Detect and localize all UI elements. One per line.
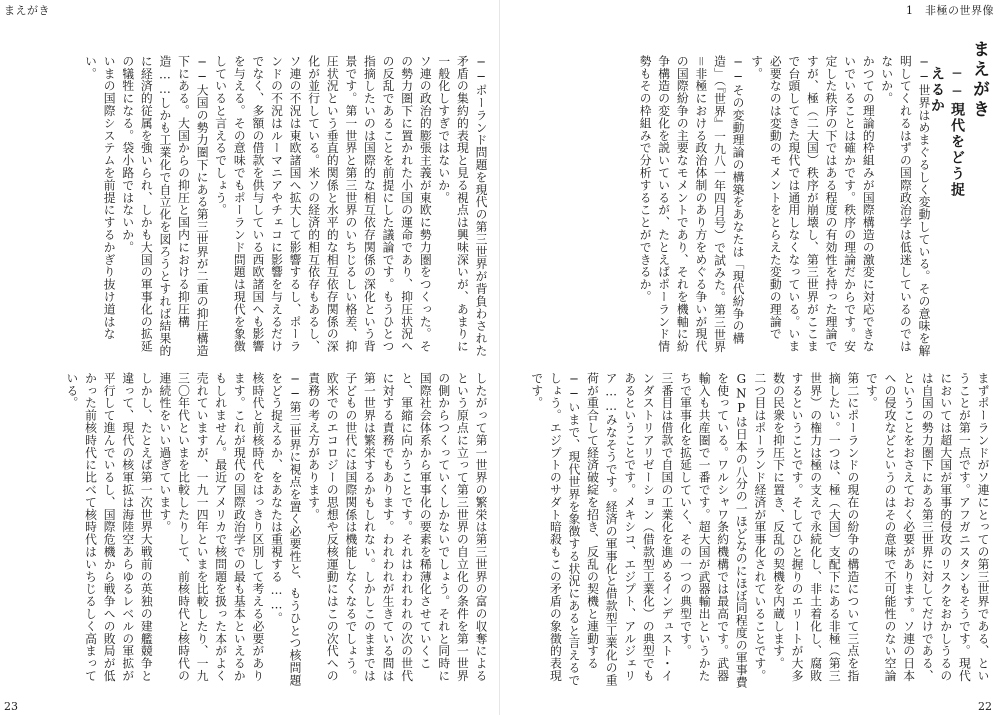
page-number-left: 23 xyxy=(4,700,18,713)
right-page-upper-text xyxy=(508,55,933,359)
page-number-right: 22 xyxy=(978,700,992,713)
paragraph: しかし、たとえば第一次世界大戦前の英独の建艦競争と違って、現代の核軍拡は海陸空あらゆるレベルの軍拡が平行して進んでいるし、国際危機から戦争への敗局が低かった前核時代に比べて核時代はいちじるしく高まっている。 xyxy=(64,372,154,682)
paragraph: ソ連の政治的膨張主義が東欧に勢力圏をつくった。その勢力圏下に置かれた小国の運命であり、抑圧状況への反乱であることを前提にした議論です。もうひとつ指摘したいのは国際的な相互依存関係の深化という背景です。第一世界と第三世界のいちじるしい格差、抑圧状況という垂直的関係と水平的な相互依存関係の深化が並行している。米ソの経済的相互依存もあるし、ソ連の不況は東欧諸国へ拡大して影響するし、ポーランドの不況はルーマニアやチェコに影響を与えるだけでなく、多額の借款を供与している西欧諸国へも影響を与える。その意味でもポーランド問題は現代を象徴していると言えるでしょう。 xyxy=(213,55,433,353)
paragraph: ──大国の勢力圏下にある第三世界が二重の抑圧構造下にある。大国からの抑圧と国内における抑圧構造……しかも工業化で自立化を図ろうとすれば結果的に経済的従属を強いられ、しかも大国の軍事化の拡延の犠牲になる。袋小路ではないか。 xyxy=(120,55,210,357)
paragraph: したがって第一世界の繁栄は第三世界の富の収奪によるという原点に立って第三世界の自立化の条件を第一世界の側からつくっていくしかないでしょう。それと同時に国際社会体系から軍事化の要素を稀薄化させていくこと、軍縮に向かうことです。それはわれわれの次の世代に対する責務でもあります。われわれが生きている間は第一世界は繁栄するかもしれない。しかしこのままでは子どもの世代には国際関係は機能しなくなるでしょう。欧米でのエコロジーの思想や反核運動にはこの次代への責務の考え方があります。 xyxy=(306,372,488,682)
paragraph: 第二にポーランドの現在の紛争の構造について三点を指摘したい。一つは、極（大国）支配下にある非極（第三世界）の権力は極の支えで永続化し、非土着化し、腐敗するということです。そしてひと握りのエリートが大多数の民衆を抑圧下に置き、反乱の契機を内蔵します。 xyxy=(771,372,860,682)
paragraph: 二つ目はポーランド経済が軍事化されていることです。GNPは日本の八分の一ほどなのにほぼ同程度の軍事費を使っている。ワルシャワ条約機構では最高です。武器輸入も共産圏で一番です。超大国が武器輸出というかたちで軍事化を拡延していく、その一つの典型です。 xyxy=(678,372,767,689)
running-head-left: まえがき xyxy=(4,4,50,17)
right-page xyxy=(500,0,1000,715)
paragraph: ──第三世界に視点を置く必要性と、もうひとつ核問題をどう捉えるか、をあなたは重視する……。 xyxy=(269,372,303,687)
left-page-lower-text xyxy=(6,372,490,692)
chapter-title: まえがき xyxy=(969,40,989,120)
left-page-upper-text xyxy=(6,55,490,359)
paragraph: ──世界はめまぐるしく変動している。その意味を解明してくれるはずの国際政治学は低迷しているのではないか。 xyxy=(879,55,931,357)
paragraph: 三番目は借款で自国の工業化を進めるインデュスト・インダストリアリゼーション（借款型工業化）の典型でもあるということです。メキシコ、エジプト、アルジェリア……みなそうです。経済の軍事化と借款型工業化の重荷が重合して経済破綻を招き、反乱の契機と連動する──いまで、現代世界を象徴する状況にあると言えるでしょう。エジプトのサダト暗殺もこの矛盾の象徴的表現です。 xyxy=(529,372,674,687)
right-page-lower-text xyxy=(508,372,992,692)
running-head-right: 1 非極の世界像 xyxy=(906,4,994,17)
paragraph: かつての理論的枠組みが国際構造の激変に対応できないでいることは確かです。秩序の理論だからです。安定した秩序の下ではある程度の有効性を持った理論ですが、極（二大国）秩序が崩壊し、第三世界がここまで台頭してきた現代では通用しなくなっている。いま必要なのは変動のモメントをとらえた変動の理論です。 xyxy=(749,55,876,353)
paragraph: まずポーランドがソ連にとっての第三世界である、ということが第一点です。アフガニスタンもそうです。現代においては超大国が軍事的侵攻のリスクをおかしうるのは自国の勢力圏下にある第三世界に対してだけである、ということをおさえておく必要があります。ソ連の日本への侵攻などというのはその意味で不可能性のない空論です。 xyxy=(864,372,990,682)
paragraph: いまの国際システムを前提にするかぎり抜け道はない。 xyxy=(83,55,117,341)
paragraph: 核時代と前核時代をはっきり区別して考える必要があります。これが現代の国際政治学での最も基本といえるかもしれません。最近アメリカで核問題を扱った本がよく売れていますが、一九一四年といまを比較したり、一九三〇年代といまを比較したりして、前核時代と核時代の連続性をいい過ぎています。 xyxy=(157,372,265,682)
paragraph: ──ポーランド問題を現代の第三世界が背負わされた矛盾の集約的表現と見る視点は興味深いが、あまりに一般化しすぎではないか。 xyxy=(436,55,488,357)
paragraph: ──その変動理論の構築をあなたは「現代紛争の構造」（『世界』一九八一年四月号）で試みた。第三世界＝非極における政治体制のあり方をめぐる争いが現代の国際紛争の主要なモメントであり、それを機軸に紛争構造の変化を説いているが、たとえばポーランド情勢もその枠組みで分析することができるか。 xyxy=(638,55,746,354)
chapter-subtitle: ──現代をどう捉えるか xyxy=(929,66,965,198)
